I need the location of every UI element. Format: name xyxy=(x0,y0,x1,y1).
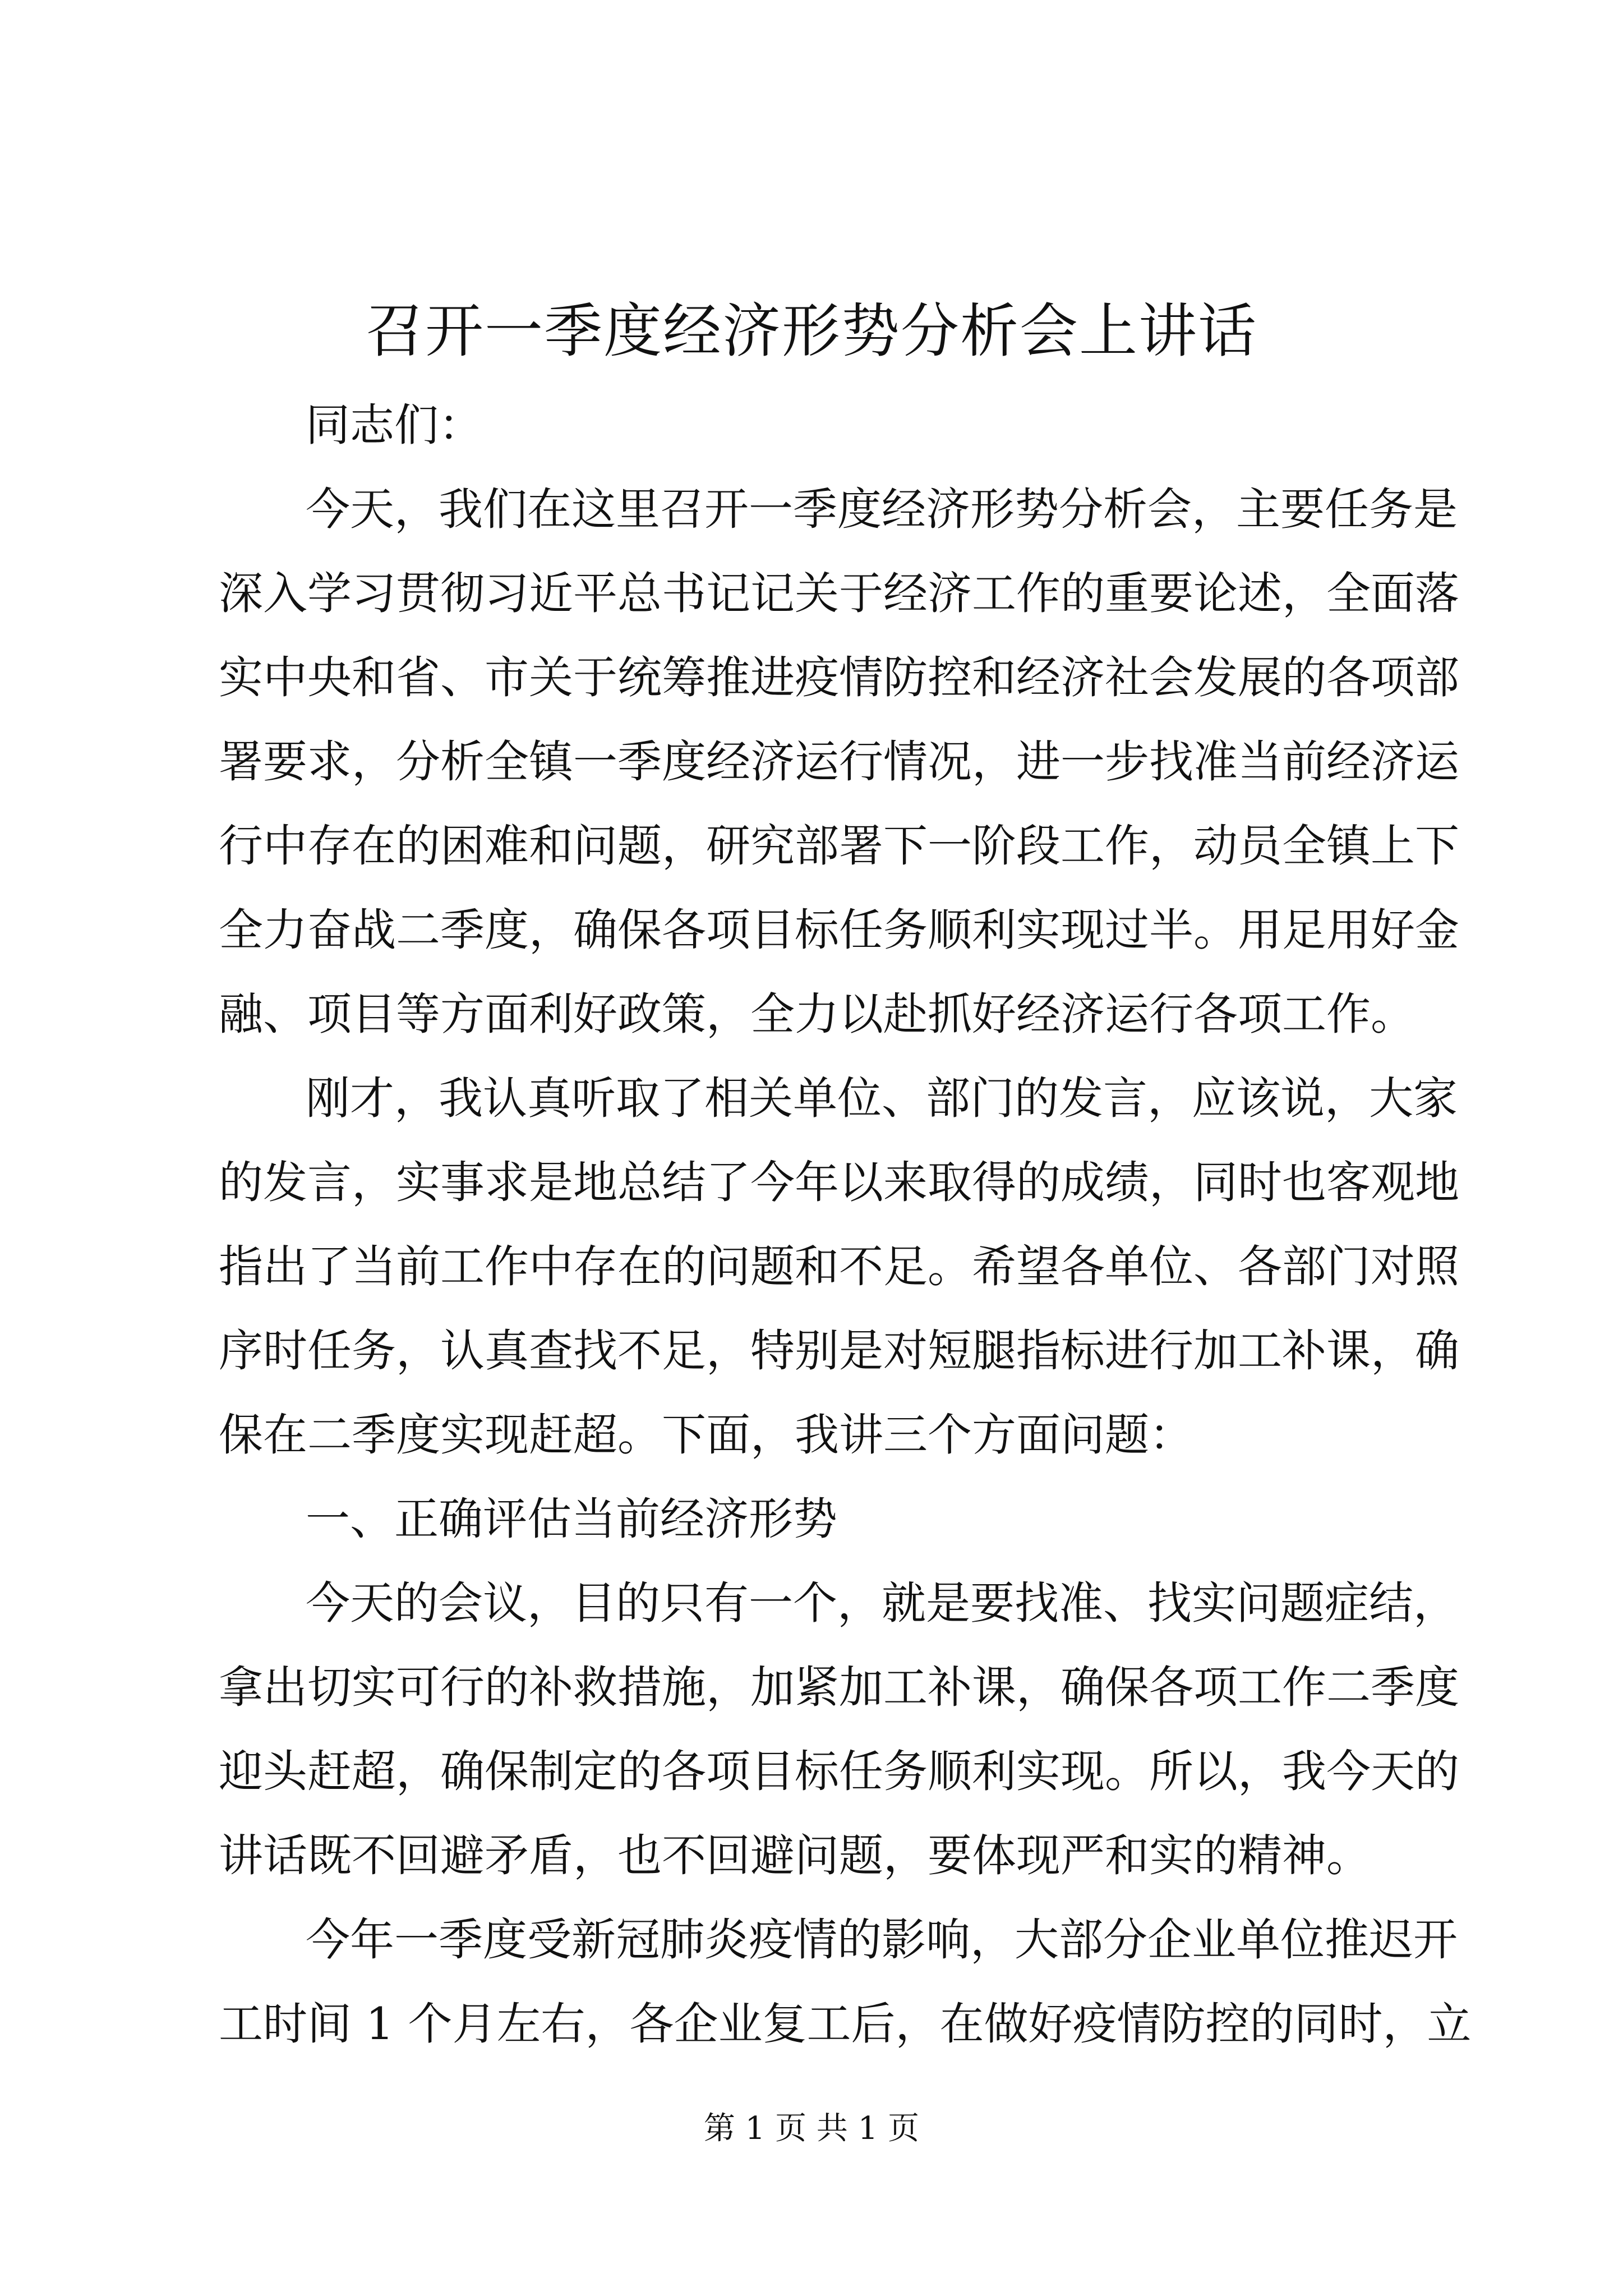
paragraph-2-line-2: 的发言，实事求是地总结了今年以来取得的成绩，同时也客观地 xyxy=(219,1157,1459,1208)
paragraph-3-line-1: 今天的会议，目的只有一个，就是要找准、找实问题症结， xyxy=(306,1577,1458,1629)
paragraph-1-line-5: 行中存在的困难和问题，研究部署下一阶段工作，动员全镇上下 xyxy=(219,820,1459,872)
document-title: 召开一季度经济形势分析会上讲话 xyxy=(365,297,1257,365)
page-footer: 第 1 页 共 1 页 xyxy=(703,2110,920,2147)
paragraph-2-line-4: 序时任务，认真查找不足，特别是对短腿指标进行加工补课，确 xyxy=(219,1325,1459,1377)
paragraph-3-line-3: 迎头赶超，确保制定的各项目标任务顺利实现。所以，我今天的 xyxy=(219,1746,1459,1797)
paragraph-1-line-3: 实中央和省、市关于统筹推进疫情防控和经济社会发展的各项部 xyxy=(219,652,1459,703)
salutation: 同志们： xyxy=(306,399,483,451)
paragraph-1-line-2: 深入学习贯彻习近平总书记记关于经济工作的重要论述，全面落 xyxy=(219,568,1459,619)
paragraph-1-line-4: 署要求，分析全镇一季度经济运行情况，进一步找准当前经济运 xyxy=(219,736,1459,788)
paragraph-4-line-1: 今年一季度受新冠肺炎疫情的影响，大部分企业单位推迟开 xyxy=(306,1914,1458,1966)
paragraph-1-line-6: 全力奋战二季度，确保各项目标任务顺利实现过半。用足用好金 xyxy=(219,904,1459,956)
paragraph-4-line-2: 工时间 1 个月左右，各企业复工后，在做好疫情防控的同时，立 xyxy=(219,1998,1472,2050)
paragraph-2-line-1: 刚才，我认真听取了相关单位、部门的发言，应该说，大家 xyxy=(306,1073,1458,1124)
paragraph-2-line-3: 指出了当前工作中存在的问题和不足。希望各单位、各部门对照 xyxy=(219,1241,1459,1292)
paragraph-2-line-5: 保在二季度实现赶超。下面，我讲三个方面问题： xyxy=(219,1409,1193,1461)
paragraph-1-line-7: 融、项目等方面利好政策，全力以赴抓好经济运行各项工作。 xyxy=(219,988,1415,1040)
paragraph-3-line-4: 讲话既不回避矛盾，也不回避问题，要体现严和实的精神。 xyxy=(219,1830,1371,1881)
section-heading-1: 一、正确评估当前经济形势 xyxy=(306,1493,837,1545)
paragraph-3-line-2: 拿出切实可行的补救措施，加紧加工补课，确保各项工作二季度 xyxy=(219,1662,1459,1713)
paragraph-1-line-1: 今天，我们在这里召开一季度经济形势分析会，主要任务是 xyxy=(306,484,1458,535)
